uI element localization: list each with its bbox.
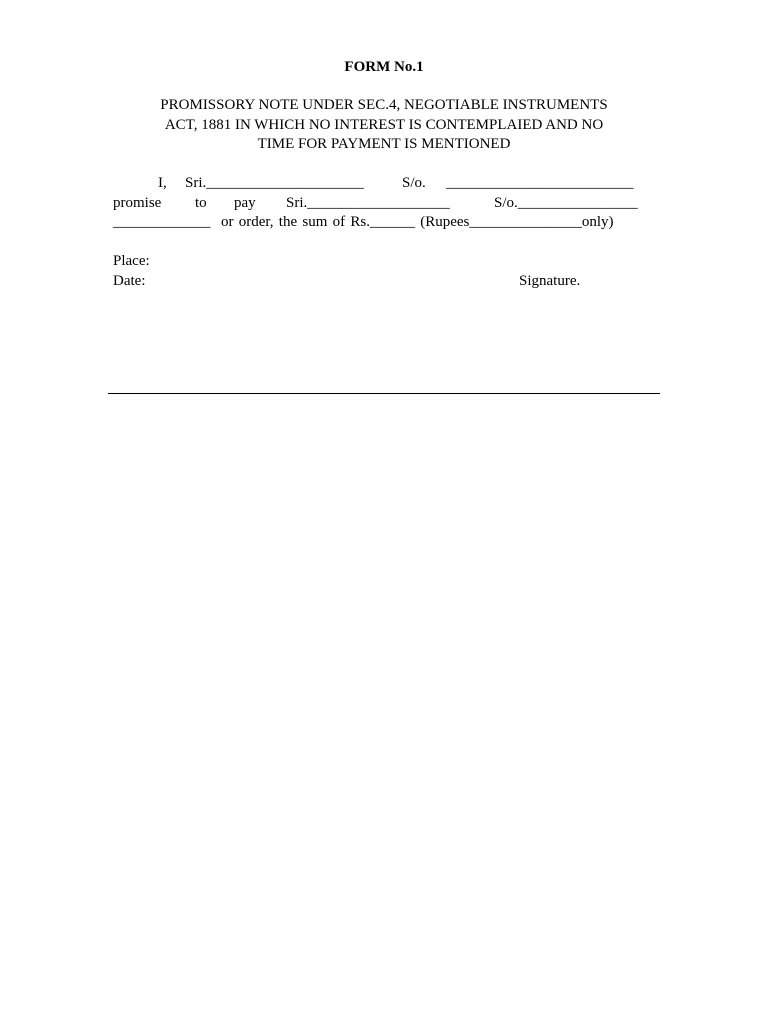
text-so-blank-1: _________________________: [446, 175, 634, 191]
text-promise: promise: [113, 195, 162, 211]
heading-line-3: TIME FOR PAYMENT IS MENTIONED: [257, 136, 511, 152]
text-so-1: S/o.: [402, 175, 426, 191]
form-title: FORM No.1: [344, 59, 424, 75]
horizontal-rule: [108, 393, 660, 394]
date-label: Date:: [113, 273, 146, 289]
text-so-blank-2: S/o.________________: [494, 195, 638, 211]
text-sum-clause: or order, the sum of Rs.______ (Rupees_______________only): [221, 214, 614, 230]
text-to: to: [195, 195, 207, 211]
form-heading: [134, 96, 634, 155]
signature-label: Signature.: [519, 273, 581, 289]
place-label: Place:: [113, 253, 150, 269]
text-blank-3: _____________: [113, 214, 211, 230]
text-sri-blank-2: Sri.___________________: [286, 195, 450, 211]
heading-line-2: ACT, 1881 IN WHICH NO INTEREST IS CONTEMPLAIED AND NO: [164, 116, 604, 133]
text-pay: pay: [234, 195, 256, 211]
heading-line-1: PROMISSORY NOTE UNDER SEC.4, NEGOTIABLE INSTRUMENTS: [160, 97, 608, 113]
text-sri-blank-1: Sri._____________________: [185, 175, 364, 191]
text-i: I,: [158, 175, 167, 191]
